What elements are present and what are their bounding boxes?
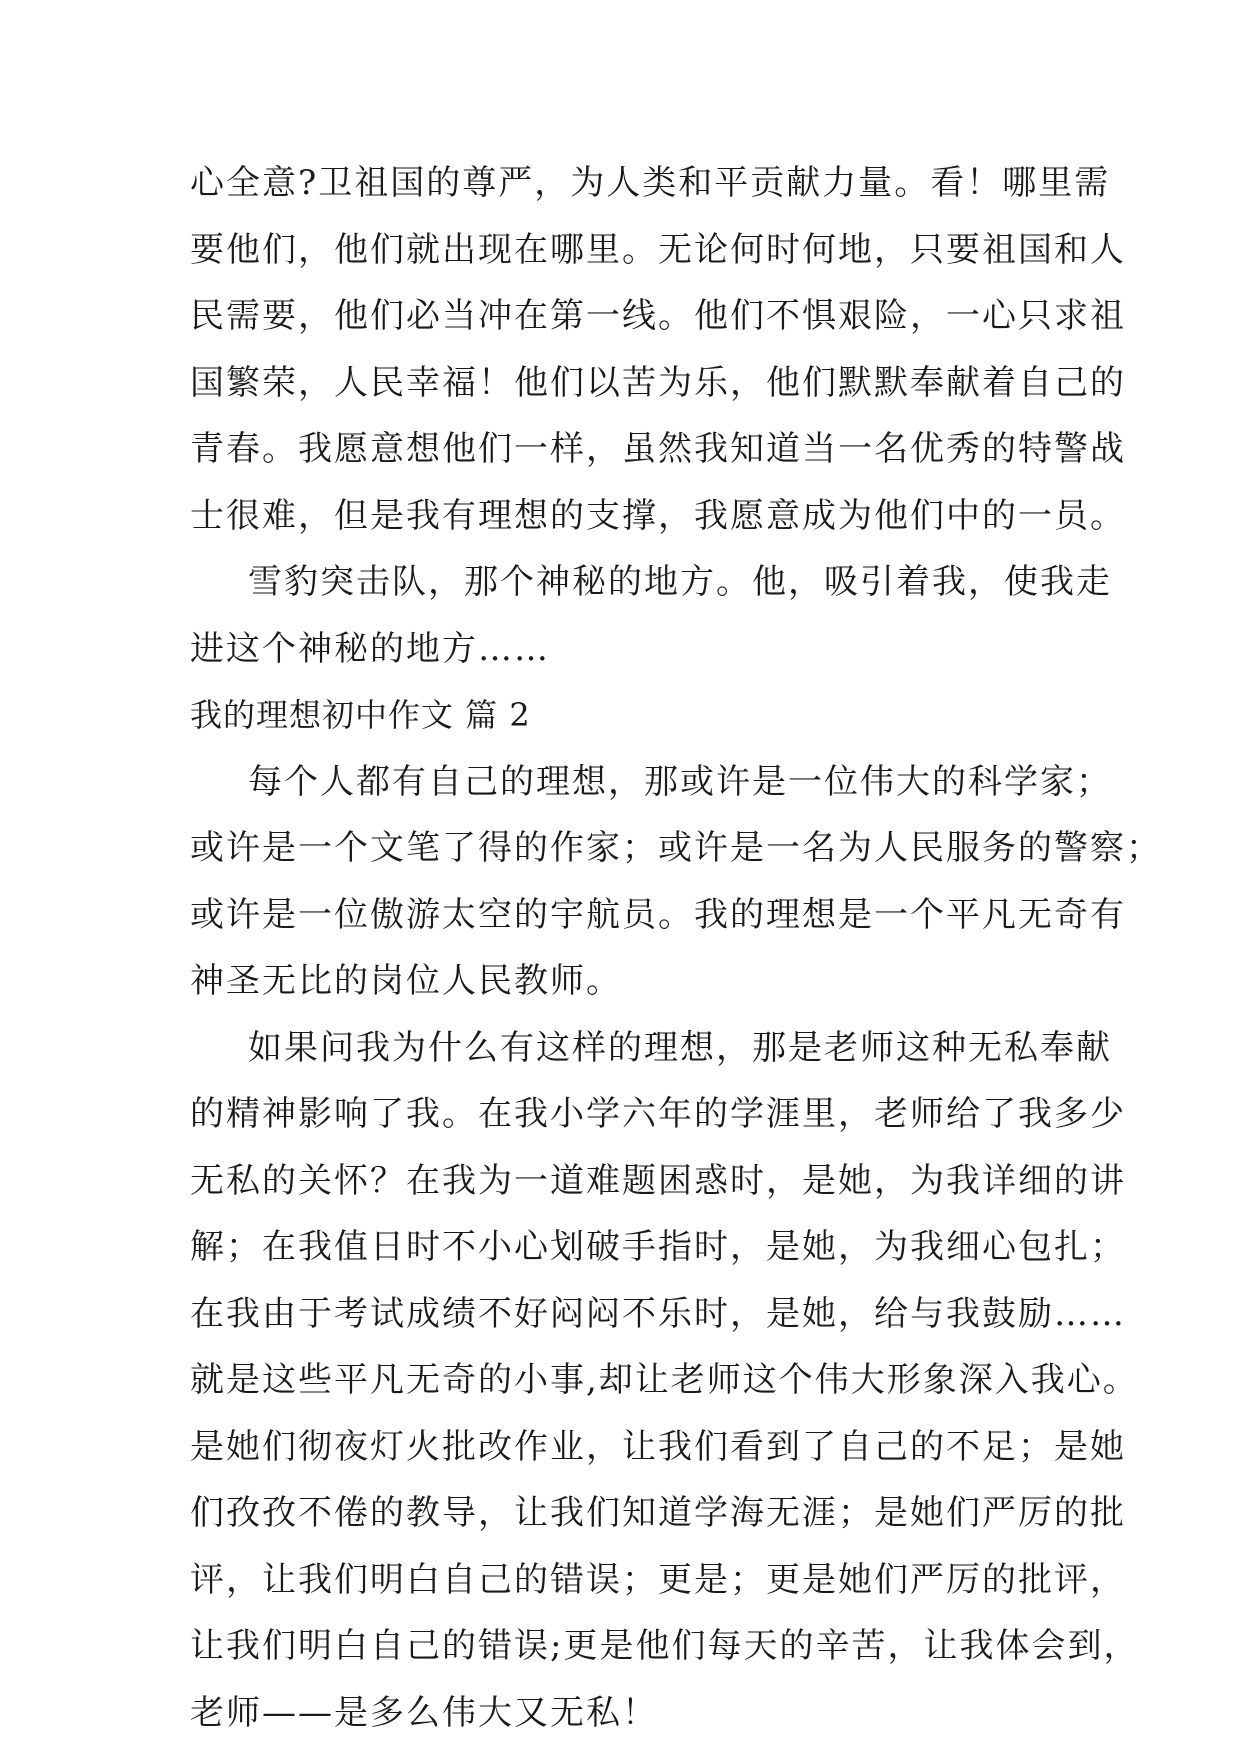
- text-line: 的精神影响了我。在我小学六年的学涯里，老师给了我多少: [190, 1094, 1126, 1134]
- text-line: 们孜孜不倦的教导，让我们知道学海无涯；是她们严厉的批: [190, 1493, 1126, 1533]
- text-line: 民需要，他们必当冲在第一线。他们不惧艰险，一心只求祖: [190, 296, 1126, 336]
- text-line: 就是这些平凡无奇的小事,却让老师这个伟大形象深入我心。: [190, 1360, 1139, 1400]
- text-line: 国繁荣，人民幸福！他们以苦为乐，他们默默奉献着自己的: [190, 362, 1126, 403]
- text-line: 神圣无比的岗位人民教师。: [190, 961, 622, 1001]
- text-line: 老师——是多么伟大又无私！: [190, 1692, 658, 1733]
- text-line: 士很难，但是我有理想的支撑，我愿意成为他们中的一员。: [190, 495, 1126, 536]
- section-heading: 我的理想初中作文 篇 2: [190, 696, 531, 734]
- paragraph-first-line: 雪豹突击队，那个神秘的地方。他，吸引着我，使我走: [248, 562, 1112, 602]
- text-line: 进这个神秘的地方……: [190, 628, 550, 669]
- document-body: [190, 150, 1162, 1746]
- paragraph-first-line: 每个人都有自己的理想，那或许是一位伟大的科学家；: [248, 761, 1112, 802]
- text-line: 无私的关怀？在我为一道难题困惑时，是她，为我详细的讲: [190, 1160, 1126, 1201]
- text-line: 解；在我值日时不小心划破手指时，是她，为我细心包扎；: [190, 1227, 1126, 1267]
- text-line: 是她们彻夜灯火批改作业，让我们看到了自己的不足；是她: [190, 1426, 1126, 1467]
- text-line: 或许是一位傲游太空的宇航员。我的理想是一个平凡无奇有: [190, 894, 1126, 935]
- text-line: 要他们，他们就出现在哪里。无论何时何地，只要祖国和人: [190, 229, 1126, 270]
- text-line: 心全意?卫祖国的尊严，为人类和平贡献力量。看！哪里需: [190, 163, 1111, 203]
- text-line: 青春。我愿意想他们一样，虽然我知道当一名优秀的特警战: [190, 429, 1126, 469]
- text-line: 让我们明白自己的错误;更是他们每天的辛苦，让我体会到，: [190, 1626, 1140, 1666]
- text-line: 或许是一个文笔了得的作家；或许是一名为人民服务的警察；: [190, 828, 1162, 868]
- paragraph-first-line: 如果问我为什么有这样的理想，那是老师这种无私奉献: [248, 1027, 1112, 1068]
- text-line: 在我由于考试成绩不好闷闷不乐时，是她，给与我鼓励……: [190, 1293, 1126, 1334]
- text-line: 评，让我们明白自己的错误；更是；更是她们严厉的批评，: [190, 1559, 1126, 1600]
